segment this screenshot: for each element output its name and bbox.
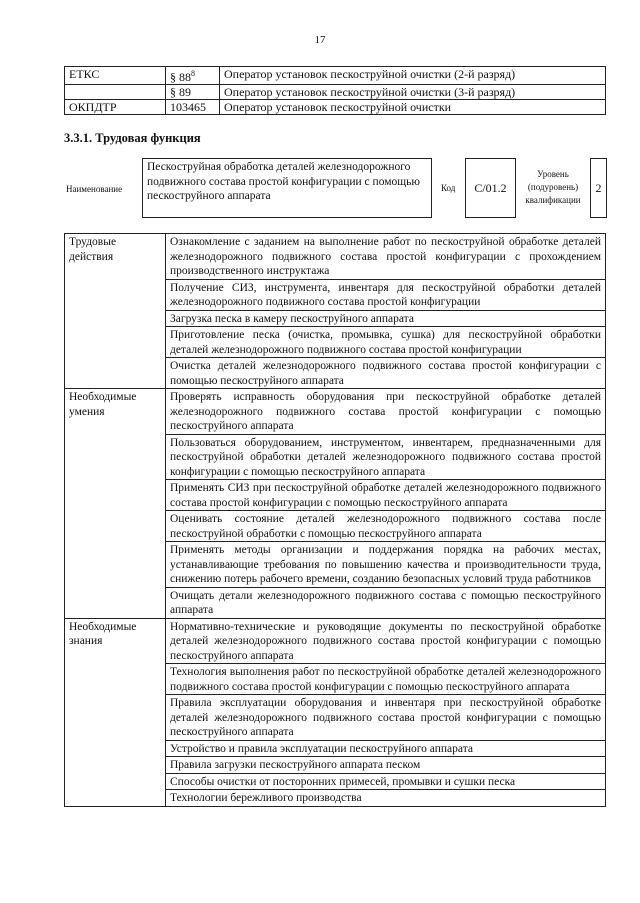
etks-source: ОКПДТР bbox=[65, 100, 166, 115]
qualification-level-label-line: квалификации bbox=[525, 195, 581, 205]
etks-row bbox=[65, 85, 606, 100]
category-title bbox=[65, 480, 166, 511]
qualification-level: 2 bbox=[590, 158, 607, 218]
function-detail-row bbox=[65, 358, 606, 389]
category-item: Правила эксплуатации оборудования и инвентаря при пескоструйной обработке деталей железнодорожного подвижного состава простой конфигурации с помощью пескоструйного аппарата bbox=[166, 695, 606, 741]
function-detail-row bbox=[65, 790, 606, 807]
category-title bbox=[65, 664, 166, 695]
etks-code bbox=[166, 100, 220, 115]
etks-occupation: Оператор установок пескоструйной очистки bbox=[220, 100, 606, 115]
category-item: Ознакомление с заданием на выполнение работ по пескоструйной обработке деталей железнодорожного подвижного состава простой конфигурации с прохождением производственного инструктажа bbox=[166, 234, 606, 280]
category-item: Применять СИЗ при пескоструйной обработке деталей железнодорожного подвижного состава простой конфигурации с помощью пескоструйного аппарата bbox=[166, 480, 606, 511]
function-detail-row bbox=[65, 279, 606, 310]
etks-code-text: § 89 bbox=[170, 85, 191, 99]
category-item: Пользоваться оборудованием, инструментом, инвентарем, предназначенными для пескоструйной обработки деталей железнодорожного подвижного состава простой конфигурации с помощью пескоструйного аппарата bbox=[166, 434, 606, 480]
etks-row bbox=[65, 100, 606, 115]
etks-source: ЕТКС bbox=[65, 67, 166, 85]
category-item: Очистка деталей железнодорожного подвижного состава простой конфигурации с помощью пескоструйного аппарата bbox=[166, 358, 606, 389]
function-detail-row bbox=[65, 327, 606, 358]
function-detail-row bbox=[65, 773, 606, 790]
function-detail-row bbox=[65, 310, 606, 327]
category-item: Загрузка песка в камеру пескоструйного аппарата bbox=[166, 310, 606, 327]
category-title bbox=[65, 542, 166, 588]
function-detail-row bbox=[65, 511, 606, 542]
category-title bbox=[65, 757, 166, 774]
etks-code-text: § 88 bbox=[170, 70, 191, 84]
function-detail-row bbox=[65, 740, 606, 757]
function-detail-row bbox=[65, 695, 606, 741]
etks-code bbox=[166, 67, 220, 85]
etks-table bbox=[64, 66, 606, 115]
etks-code-text: 103465 bbox=[170, 100, 206, 114]
function-detail-row bbox=[65, 389, 606, 435]
qualification-level-label-line: (подуровень) bbox=[527, 182, 579, 192]
category-item: Правила загрузки пескоструйного аппарата песком bbox=[166, 757, 606, 774]
category-item: Получение СИЗ, инструмента, инвентаря для пескоструйной обработки деталей железнодорожного подвижного состава простой конфигурации bbox=[166, 279, 606, 310]
category-item: Очищать детали железнодорожного подвижного состава с помощью пескоструйного аппарата bbox=[166, 587, 606, 618]
etks-code bbox=[166, 85, 220, 100]
etks-row bbox=[65, 67, 606, 85]
category-title bbox=[65, 310, 166, 327]
category-item: Нормативно-технические и руководящие документы по пескоструйной обработке деталей железнодорожного подвижного состава простой конфигурации с помощью пескоструйного аппарата bbox=[166, 618, 606, 664]
category-title: Необходимые знания bbox=[65, 618, 166, 664]
category-title bbox=[65, 587, 166, 618]
section-heading: 3.3.1. Трудовая функция bbox=[64, 131, 201, 145]
page-number: 17 bbox=[314, 34, 326, 46]
category-title bbox=[65, 740, 166, 757]
category-item: Технологии бережливого производства bbox=[166, 790, 606, 807]
function-detail-row bbox=[65, 664, 606, 695]
qualification-level-label-line: Уровень bbox=[537, 169, 569, 179]
category-title bbox=[65, 511, 166, 542]
category-title bbox=[65, 279, 166, 310]
function-detail-row bbox=[65, 542, 606, 588]
function-detail-row bbox=[65, 587, 606, 618]
etks-code-superscript: 8 bbox=[191, 69, 195, 78]
category-item: Приготовление песка (очистка, промывка, сушка) для пескоструйной обработки деталей железнодорожного подвижного состава простой конфигурации bbox=[166, 327, 606, 358]
category-item: Применять методы организации и поддержания порядка на рабочих местах, устанавливающие требования по повышению качества и производительности труда, снижению потерь рабочего времени, созданию безопасных условий труда работников bbox=[166, 542, 606, 588]
function-detail-row bbox=[65, 234, 606, 280]
function-code: С/01.2 bbox=[465, 158, 516, 218]
function-name-label: Наименование bbox=[66, 184, 123, 194]
category-item: Технология выполнения работ по пескоструйной обработке деталей железнодорожного подвижного состава простой конфигурации с помощью пескоструйного аппарата bbox=[166, 664, 606, 695]
function-detail-row bbox=[65, 618, 606, 664]
category-title: Необходимые умения bbox=[65, 389, 166, 435]
etks-occupation: Оператор установок пескоструйной очистки (3-й разряд) bbox=[220, 85, 606, 100]
function-code-label: Код bbox=[441, 183, 456, 193]
qualification-level-label bbox=[518, 168, 588, 207]
category-title bbox=[65, 358, 166, 389]
category-item: Оценивать состояние деталей железнодорожного подвижного состава после пескоструйной обработки с помощью пескоструйного аппарата bbox=[166, 511, 606, 542]
category-title bbox=[65, 790, 166, 807]
category-item: Устройство и правила эксплуатации пескоструйного аппарата bbox=[166, 740, 606, 757]
function-name: Пескоструйная обработка деталей железнодорожного подвижного состава простой конфигурации с помощью пескоструйного аппарата bbox=[142, 158, 432, 218]
function-details-table bbox=[64, 233, 606, 807]
function-detail-row bbox=[65, 480, 606, 511]
function-detail-row bbox=[65, 757, 606, 774]
category-title bbox=[65, 773, 166, 790]
etks-occupation: Оператор установок пескоструйной очистки (2-й разряд) bbox=[220, 67, 606, 85]
category-item: Проверять исправность оборудования при пескоструйной обработке деталей железнодорожного подвижного состава простой конфигурации с помощью пескоструйного аппарата bbox=[166, 389, 606, 435]
category-title bbox=[65, 327, 166, 358]
category-title: Трудовые действия bbox=[65, 234, 166, 280]
category-title bbox=[65, 695, 166, 741]
category-title bbox=[65, 434, 166, 480]
category-item: Способы очистки от посторонних примесей, промывки и сушки песка bbox=[166, 773, 606, 790]
etks-source bbox=[65, 85, 166, 100]
function-detail-row bbox=[65, 434, 606, 480]
